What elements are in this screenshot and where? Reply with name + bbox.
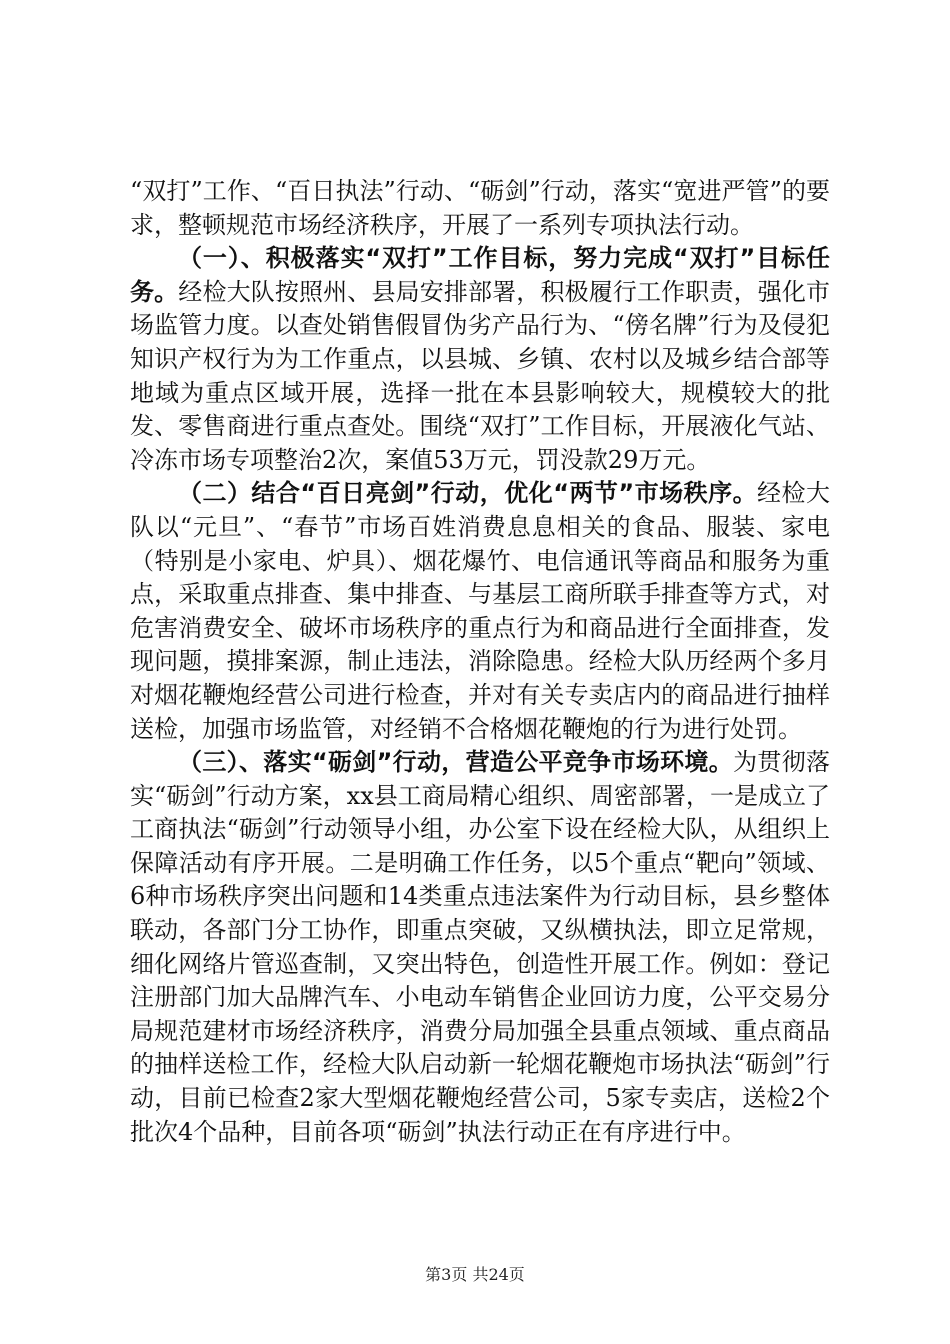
section-2-text: 经检大队以“元旦”、“春节”市场百姓消费息息相关的食品、服装、家电（特别是小家电、炉具）、烟花爆竹、电信通讯等商品和服务为重点，采取重点排查、集中排查、与基层工商所联手排查等方式，对危害消费安全、破坏市场秩序的重点行为和商品进行全面排查，发现问题，摸排案源，制止违法，消除隐患。经检大队历经两个多月对烟花鞭炮经营公司进行检查，并对有关专卖店内的商品进行抽样送检，加强市场监管，对经销不合格烟花鞭炮的行为进行处罚。 xyxy=(130,479,831,743)
section-2-heading: （二）结合“百日亮剑”行动，优化“两节”市场秩序。 xyxy=(178,479,758,508)
paragraph-section-1 xyxy=(130,242,830,477)
paragraph-section-3 xyxy=(130,746,830,1149)
paragraph-intro-text: “双打”工作、“百日执法”行动、“砺剑”行动，落实“宽进严管”的要求，整顿规范市场经济秩序，开展了一系列专项执法行动。 xyxy=(130,177,830,239)
page-footer: 第3页 共24页 xyxy=(425,1265,525,1284)
paragraph-section-2 xyxy=(130,477,830,746)
section-3-heading: （三）、落实“砺剑”行动，营造公平竞争市场环境。 xyxy=(178,748,734,777)
section-3-text: 为贯彻落实“砺剑”行动方案，xx县工商局精心组织、周密部署，一是成立了工商执法“砺剑”行动领导小组，办公室下设在经检大队，从组织上保障活动有序开展。二是明确工作任务，以5个重点“靶向”领域、6种市场秩序突出问题和14类重点违法案件为行动目标，县乡整体联动，各部门分工协作，即重点突破，又纵横执法，即立足常规，细化网络片管巡查制，又突出特色，创造性开展工作。例如：登记注册部门加大品牌汽车、小电动车销售企业回访力度，公平交易分局规范建材市场经济秩序，消费分局加强全县重点领域、重点商品的抽样送检工作，经检大队启动新一轮烟花鞭炮市场执法“砺剑”行动，目前已检查2家大型烟花鞭炮经营公司，5家专卖店，送检2个批次4个品种，目前各项“砺剑”执法行动正在有序进行中。 xyxy=(130,748,831,1146)
document-body xyxy=(130,175,830,1149)
paragraph-intro xyxy=(130,175,830,242)
section-1-heading: （一）、积极落实“双打”工作目标，努力完成“双打”目标任务。 xyxy=(130,244,830,306)
section-1-text: 经检大队按照州、县局安排部署，积极履行工作职责，强化市场监管力度。以查处销售假冒伪劣产品行为、“傍名牌”行为及侵犯知识产权行为为工作重点，以县城、乡镇、农村以及城乡结合部等地域为重点区域开展，选择一批在本县影响较大，规模较大的批发、零售商进行重点查处。围绕“双打”工作目标，开展液化气站、冷冻市场专项整治2次，案值53万元，罚没款29万元。 xyxy=(130,277,831,474)
